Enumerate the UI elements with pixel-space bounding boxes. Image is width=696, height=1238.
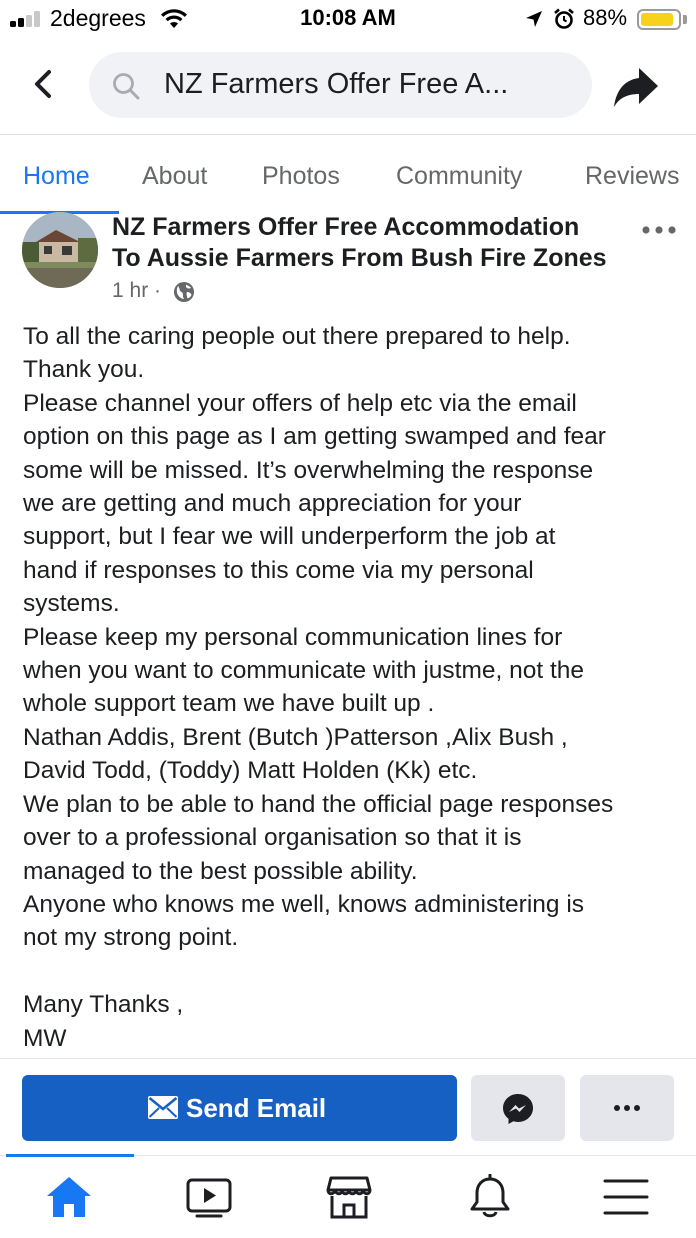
send-email-label: Send Email <box>186 1093 327 1123</box>
carrier-name: 2degrees <box>50 5 146 31</box>
back-arrow-icon[interactable] <box>22 62 66 106</box>
globe-icon <box>172 280 196 304</box>
tab-home[interactable]: Home <box>23 162 90 190</box>
post-body-line: whole support team we have built up . <box>23 690 435 718</box>
post-body-line: when you want to communicate with justme, not the <box>23 657 585 685</box>
divider <box>0 1058 696 1059</box>
post-body-line: Many Thanks , <box>23 991 184 1019</box>
post-body <box>23 320 688 1055</box>
search-icon <box>111 71 141 101</box>
post-body-line: we are getting and much appreciation for your <box>23 490 522 518</box>
marketplace-icon[interactable] <box>325 1174 373 1220</box>
post-title-line: NZ Farmers Offer Free Accommodation <box>112 213 580 241</box>
post-body-line: Thank you. <box>23 356 145 384</box>
house-photo <box>22 212 98 288</box>
clock: 10:08 AM <box>300 5 396 30</box>
more-horizontal-icon <box>613 1103 641 1113</box>
home-icon[interactable] <box>45 1174 93 1220</box>
status-bar <box>0 0 696 40</box>
notifications-bell-icon[interactable] <box>466 1174 514 1220</box>
post-body-line: To all the caring people out there prepared to help. <box>23 323 571 350</box>
more-options-button[interactable] <box>580 1075 674 1141</box>
post-body-line <box>23 955 688 988</box>
active-bottom-tab-indicator <box>6 1154 134 1157</box>
search-bar[interactable] <box>89 52 592 118</box>
alarm-icon <box>553 8 575 30</box>
post-title-line: To Aussie Farmers From Bush Fire Zones <box>112 244 607 272</box>
post-body-line: Please keep my personal communication lines for <box>23 623 563 651</box>
battery-level-fill <box>641 13 673 26</box>
send-email-button[interactable] <box>22 1075 457 1141</box>
post-body-line: option on this page as I am getting swamped and fear <box>23 423 606 451</box>
post-body-line: some will be missed. It’s overwhelming the response <box>23 456 594 484</box>
post-body-line: Anyone who knows me well, knows administering is <box>23 890 585 918</box>
tab-about[interactable]: About <box>142 162 208 190</box>
post-body-line: Nathan Addis, Brent (Butch )Patterson ,Alix Bush , <box>23 723 568 751</box>
messenger-button[interactable] <box>471 1075 565 1141</box>
page-tabs <box>0 136 696 216</box>
post-timestamp[interactable]: 1 hr · <box>112 279 162 302</box>
location-arrow-icon <box>524 9 544 29</box>
battery-tip <box>683 15 687 24</box>
menu-icon[interactable] <box>602 1174 650 1220</box>
post-body-line: managed to the best possible ability. <box>23 857 418 885</box>
messenger-icon <box>502 1093 534 1125</box>
post-body-line: MW <box>23 1024 67 1052</box>
post-body-line: over to a professional organisation so that it is <box>23 824 522 852</box>
video-icon[interactable] <box>185 1174 233 1220</box>
search-query-text: NZ Farmers Offer Free A... <box>164 68 509 100</box>
post-body-line: We plan to be able to hand the official page responses <box>23 790 614 818</box>
top-navigation-bar <box>0 40 696 135</box>
battery-percent: 88% <box>583 5 628 30</box>
bottom-navigation-bar <box>0 1155 696 1238</box>
page-avatar[interactable] <box>22 212 98 288</box>
post-body-line: systems. <box>23 590 120 618</box>
post-body-line: David Todd, (Toddy) Matt Holden (Kk) etc. <box>23 757 478 785</box>
battery-icon <box>637 9 681 30</box>
share-icon[interactable] <box>611 64 661 110</box>
post-body-line: support, but I fear we will underperform the job at <box>23 523 556 551</box>
post-title[interactable] <box>112 212 632 274</box>
tab-photos[interactable]: Photos <box>262 162 340 190</box>
post-options-icon[interactable] <box>640 220 678 240</box>
post-body-line: hand if responses to this come via my personal <box>23 556 534 584</box>
post-body-line: not my strong point. <box>23 924 239 952</box>
tab-reviews[interactable]: Reviews <box>585 162 680 190</box>
post-body-line: Please channel your offers of help etc via the email <box>23 389 577 417</box>
mail-icon <box>148 1096 178 1119</box>
tab-community[interactable]: Community <box>396 162 523 190</box>
